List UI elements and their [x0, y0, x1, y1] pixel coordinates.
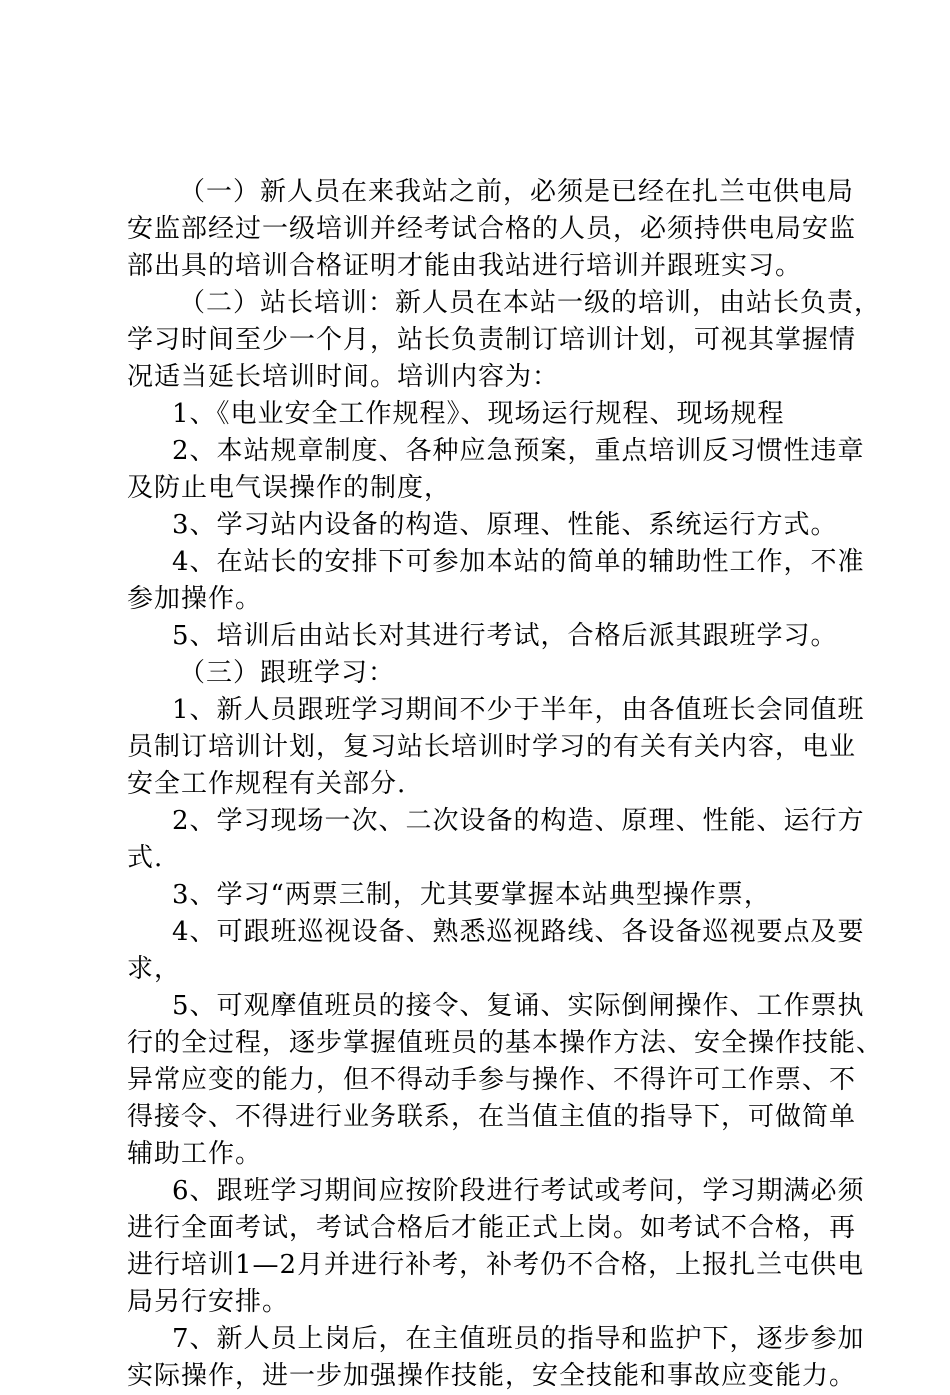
text-line: 局另行安排。 — [127, 1287, 290, 1317]
text-line: 3、学习站内设备的构造、原理、性能、系统运行方式。 — [172, 510, 838, 540]
text-line: 安监部经过一级培训并经考试合格的人员，必须持供电局安监 — [127, 214, 857, 244]
text-line: 3、学习“两票三制，尤其要掌握本站典型操作票， — [172, 880, 771, 910]
text-line: 及防止电气误操作的制度， — [127, 473, 452, 503]
text-line: 5、可观摩值班员的接令、复诵、实际倒闸操作、工作票执 — [172, 991, 865, 1021]
text-line: 2、学习现场一次、二次设备的构造、原理、性能、运行方 — [172, 806, 865, 836]
text-line: 7、新人员上岗后，在主值班员的指导和监护下，逐步参加 — [172, 1324, 865, 1354]
text-line: 求， — [127, 954, 182, 984]
text-line: 进行培训1—2月并进行补考，补考仍不合格，上报扎兰屯供电 — [127, 1250, 865, 1280]
text-line: 得接令、不得进行业务联系，在当值主值的指导下，可做简单 — [127, 1102, 857, 1132]
text-line: 1、《电业安全工作规程》、现场运行规程、现场规程 — [172, 399, 785, 429]
text-line: 员制订培训计划，复习站长培训时学习的有关有关内容，电业 — [127, 732, 857, 762]
text-line: 5、培训后由站长对其进行考试，合格后派其跟班学习。 — [172, 621, 838, 651]
text-line: （二）站长培训：新人员在本站一级的培训，由站长负责， — [179, 288, 882, 318]
text-line: 4、可跟班巡视设备、熟悉巡视路线、各设备巡视要点及要 — [172, 917, 865, 947]
text-line: 进行全面考试，考试合格后才能正式上岗。如考试不合格，再 — [127, 1213, 857, 1243]
text-line: 部出具的培训合格证明才能由我站进行培训并跟班实习。 — [127, 251, 803, 281]
document-body — [127, 174, 884, 1395]
text-line: 1、新人员跟班学习期间不少于半年，由各值班长会同值班 — [172, 695, 865, 725]
text-line: 6、跟班学习期间应按阶段进行考试或考问，学习期满必须 — [172, 1176, 865, 1206]
text-line: 2、本站规章制度、各种应急预案，重点培训反习惯性违章 — [172, 436, 865, 466]
text-line: 实际操作，进一步加强操作技能，安全技能和事故应变能力。 — [127, 1361, 857, 1391]
text-line: 异常应变的能力，但不得动手参与操作、不得许可工作票、不 — [127, 1065, 857, 1095]
text-line: （三）跟班学习： — [179, 658, 396, 688]
text-line: （一）新人员在来我站之前，必须是已经在扎兰屯供电局 — [179, 177, 855, 207]
text-line: 4、在站长的安排下可参加本站的简单的辅助性工作，不准 — [172, 547, 865, 577]
text-line: 学习时间至少一个月，站长负责制订培训计划，可视其掌握情 — [127, 325, 857, 355]
text-line: 况适当延长培训时间。培训内容为： — [127, 362, 560, 392]
text-line: 式. — [127, 843, 164, 873]
text-line: 安全工作规程有关部分. — [127, 769, 407, 799]
text-line: 辅助工作。 — [127, 1139, 263, 1169]
text-line: 参加操作。 — [127, 584, 263, 614]
text-line: 行的全过程，逐步掌握值班员的基本操作方法、安全操作技能、 — [127, 1028, 884, 1058]
